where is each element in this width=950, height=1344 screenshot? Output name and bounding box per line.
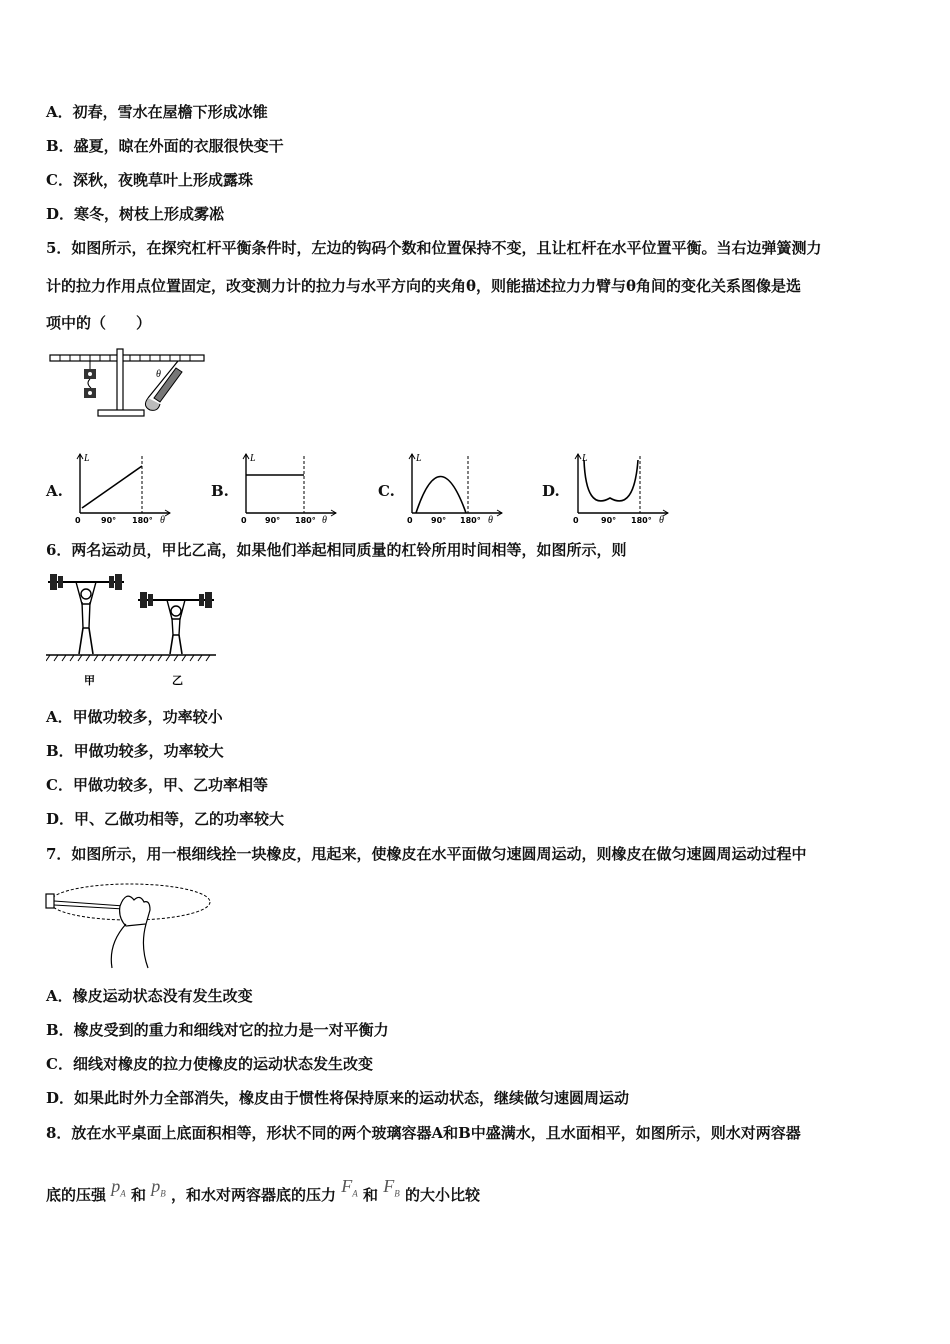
q8-FB-sub: B <box>394 1188 400 1199</box>
q5-stem-line3: 项中的（ ） <box>46 314 152 332</box>
weightlifters-figure <box>46 572 218 690</box>
q8-pB-symbol <box>151 1176 166 1199</box>
q4-option-d: D．寒冬，树枝上形成雾凇 <box>46 205 225 223</box>
graph-c-label: C. <box>378 482 395 500</box>
graph-d-tick-90: 90° <box>601 516 617 525</box>
graph-c-curve <box>416 477 466 514</box>
graph-c-tick-0: 0 <box>407 516 413 525</box>
q8-pB-sub: B <box>160 1188 166 1199</box>
graph-b-tick-90: 90° <box>265 516 281 525</box>
graph-a-curve <box>82 466 142 508</box>
q6-option-a: A．甲做功较多，功率较小 <box>46 708 223 726</box>
graph-a-label: A. <box>46 482 63 500</box>
lever-figure <box>48 346 208 422</box>
graph-b-xlabel: θ <box>322 515 327 525</box>
lifter-yi-label: 乙 <box>172 674 183 687</box>
q6-option-d: D．甲、乙做功相等，乙的功率较大 <box>46 810 285 828</box>
q8-pA-letter: p <box>111 1176 121 1196</box>
q7-option-a: A．橡皮运动状态没有发生改变 <box>46 987 253 1005</box>
q8-FB-symbol <box>383 1176 400 1199</box>
graph-d-label: D. <box>542 482 560 500</box>
graph-b-tick-180: 180° <box>295 516 316 525</box>
graph-a-ylabel: L <box>84 453 90 464</box>
q4-option-b: B．盛夏，晾在外面的衣服很快变干 <box>46 137 284 155</box>
graph-a <box>70 450 180 525</box>
q8-text-compare: 的大小比较 <box>404 1186 480 1204</box>
graph-d-tick-0: 0 <box>573 516 579 525</box>
q8-FA-symbol <box>341 1176 358 1199</box>
q8-pA-symbol <box>111 1176 126 1199</box>
lever-theta-label: θ <box>156 369 161 380</box>
q5-stem-line2: 计的拉力作用点位置固定，改变测力计的拉力与水平方向的夹角θ，则能描述拉力力臂与θ角间的变化关系图像是选 <box>46 277 802 295</box>
q8-text-force: ，和水对两容器底的压力 <box>170 1186 336 1204</box>
q6-option-b: B．甲做功较多，功率较大 <box>46 742 224 760</box>
graph-d <box>568 450 678 525</box>
graph-d-ylabel: L <box>582 453 588 464</box>
graph-c-tick-180: 180° <box>460 516 481 525</box>
graph-a-xlabel: θ <box>160 515 165 525</box>
q8-stem-line2 <box>46 1176 480 1212</box>
q8-FA-sub: A <box>352 1188 358 1199</box>
graph-a-tick-180: 180° <box>132 516 153 525</box>
graph-b-tick-0: 0 <box>241 516 247 525</box>
graph-d-tick-180: 180° <box>631 516 652 525</box>
graph-c-xlabel: θ <box>488 515 493 525</box>
q8-text-pressure: 底的压强 <box>46 1186 107 1204</box>
q7-option-b: B．橡皮受到的重力和细线对它的拉力是一对平衡力 <box>46 1021 389 1039</box>
graph-b-label: B. <box>211 482 229 500</box>
graph-d-curve <box>584 460 638 501</box>
graph-c <box>402 450 512 525</box>
q8-FA-letter: F <box>341 1176 353 1196</box>
graph-c-tick-90: 90° <box>431 516 447 525</box>
lifter-jia-label: 甲 <box>84 674 95 687</box>
graph-b <box>236 450 346 525</box>
q8-pA-sub: A <box>120 1188 126 1199</box>
q7-option-d: D．如果此时外力全部消失，橡皮由于惯性将保持原来的运动状态，继续做匀速圆周运动 <box>46 1089 630 1107</box>
graph-d-xlabel: θ <box>659 515 664 525</box>
q8-text-and-1: 和 <box>130 1186 146 1204</box>
q4-option-c: C．深秋，夜晚草叶上形成露珠 <box>46 171 253 189</box>
q7-option-c: C．细线对橡皮的拉力使橡皮的运动状态发生改变 <box>46 1055 373 1073</box>
q7-stem: 7．如图所示，用一根细线拴一块橡皮，甩起来，使橡皮在水平面做匀速圆周运动，则橡皮在做匀速圆周运动过程中 <box>46 845 807 863</box>
graph-c-ylabel: L <box>416 453 422 464</box>
graph-b-ylabel: L <box>250 453 256 464</box>
eraser-circle-figure <box>42 876 214 972</box>
q8-FB-letter: F <box>383 1176 395 1196</box>
q4-option-a: A．初春，雪水在屋檐下形成冰锥 <box>46 103 268 121</box>
q8-text-and-2: 和 <box>362 1186 378 1204</box>
q6-stem: 6．两名运动员，甲比乙高，如果他们举起相同质量的杠铃所用时间相等，如图所示，则 <box>46 541 627 559</box>
graph-a-tick-90: 90° <box>101 516 117 525</box>
graph-a-tick-0: 0 <box>75 516 81 525</box>
q8-stem-line1: 8．放在水平桌面上底面积相等，形状不同的两个玻璃容器A和B中盛满水，且水面相平，如图所示，则水对两容器 <box>46 1124 801 1142</box>
q6-option-c: C．甲做功较多，甲、乙功率相等 <box>46 776 268 794</box>
q8-pB-letter: p <box>151 1176 161 1196</box>
q5-stem-line1: 5．如图所示，在探究杠杆平衡条件时，左边的钩码个数和位置保持不变，且让杠杆在水平位置平衡。当右边弹簧测力 <box>46 239 822 257</box>
